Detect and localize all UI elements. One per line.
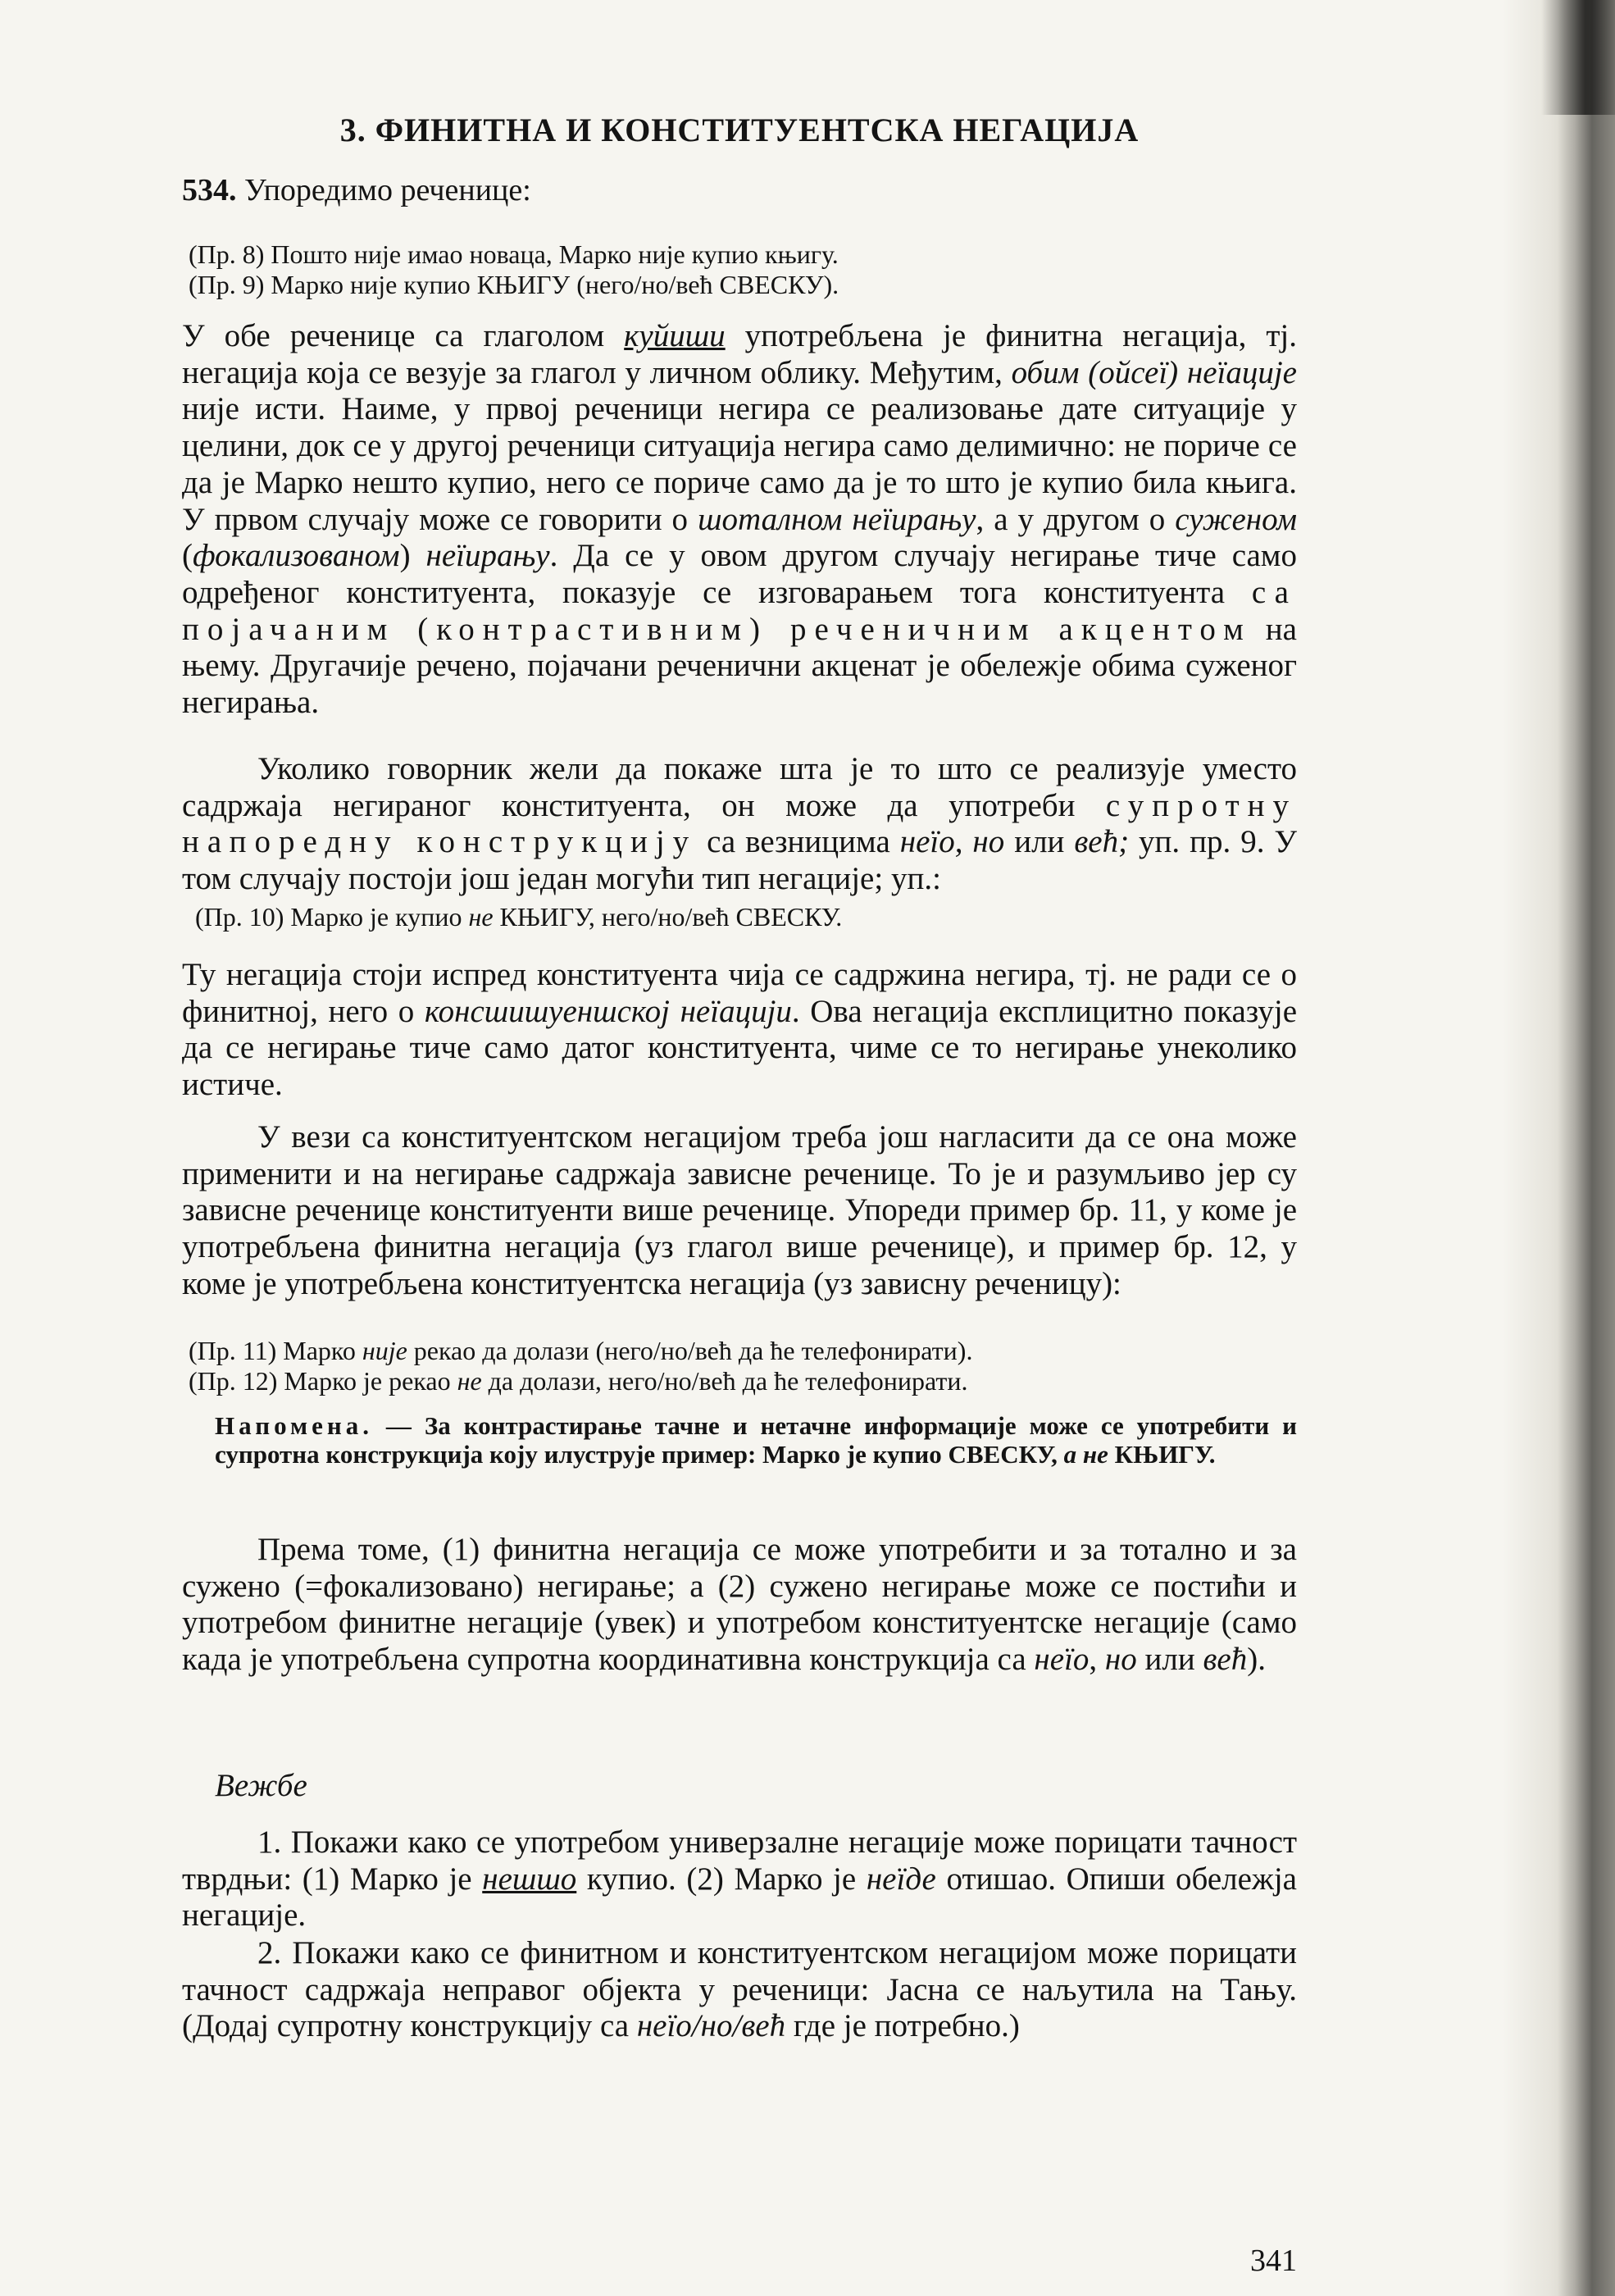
text: или xyxy=(1004,824,1075,860)
page-number: 341 xyxy=(1250,2244,1297,2278)
text: или xyxy=(1136,1642,1203,1678)
example-11 xyxy=(189,1336,1303,1366)
example-label: (Пр. 10) xyxy=(195,902,284,932)
example-label: (Пр. 9) xyxy=(189,270,265,299)
text: . Ова негација експлицитно показује да се негирање тиче само датог конституента, чиме се то негирање унеколико истиче. xyxy=(182,993,1298,1103)
paragraph-1 xyxy=(182,318,1297,722)
term-no: но xyxy=(1104,1642,1137,1678)
term-konstituentska-negacija: консшишуеншској неїацији xyxy=(424,993,792,1029)
text: Марко је купио xyxy=(290,902,469,932)
text: уп. пр. 9. У том случају постоји још један могући тип негације; уп.: xyxy=(182,824,1298,897)
text: на њему. Другачије речено, појачани реченични акценат је обележје обима суженог негирања. xyxy=(182,611,1297,721)
note-label: Напомена. xyxy=(215,1411,373,1440)
text: рекао да долази (него/но/већ да ће телефонирати). xyxy=(407,1336,973,1365)
note xyxy=(215,1411,1297,1469)
example-text: Пошто није имао новаца, Марко није купио књигу. xyxy=(271,239,839,269)
term-negde: неїде xyxy=(866,1861,936,1897)
text: купио. (2) Марко је xyxy=(576,1861,867,1897)
exercise-2 xyxy=(182,1935,1297,2045)
paragraph-3 xyxy=(182,957,1297,1104)
section-title: 3. ФИНИТНА И КОНСТИТУЕНТСКА НЕГАЦИЈА xyxy=(339,112,1140,148)
text: 2. Покажи како се финитном и конституентском негацијом може порицати тачност садржаја неправог објекта у реченици: Јасна се наљутила на Тању. (Додај супротну конструкцију са xyxy=(182,1935,1297,2044)
term-nego-no: неїо, но xyxy=(899,824,1005,860)
spaced-emphasis: са појачаним (контрастивним) реченичним акцентом xyxy=(182,574,1297,647)
text: ( xyxy=(182,538,193,574)
term-obim-negacije: обим (ойсеї) неїације xyxy=(1011,354,1297,390)
example-label: (Пр. 11) xyxy=(189,1336,277,1365)
text: , xyxy=(1089,1642,1105,1678)
text: — За контрастирање тачне и нетачне информације може се употребити и супротна конструкција коју илуструје пример: Марко је купио СВЕСКУ, xyxy=(215,1411,1297,1469)
text: са везницима xyxy=(697,824,900,860)
term-nego-no-vec: неїо/но/већ xyxy=(636,2008,786,2044)
text: КЊИГУ. xyxy=(1108,1440,1216,1469)
text: Према томе, (1) финитна негација се може употребити и за тотално и за сужено (=фокализовано) негирање; а (2) сужено негирање може се постићи и употребом финитне негације (увек) и употребом конституентске негације (само када је употребљена супротна координативна конструкција са xyxy=(182,1532,1297,1678)
term-negiranje: неїирању xyxy=(425,538,550,574)
paragraph-4: У вези са конституентском негацијом треба још нагласити да се она може применити и на негирање садржаја зависне реченице. То је и разумљиво јер су зависне реченице конституенти више реченице. Упореди пример бр. 11, у коме је употребљена финитна негација (уз глагол више реченице), и пример бр. 12, у коме је употребљена конституентска негација (уз зависну реченицу): xyxy=(182,1119,1297,1301)
term-kupiti: куйиши xyxy=(624,318,726,353)
example-9 xyxy=(189,270,1303,300)
text: није исти. Наиме, у првој реченици негира се реализовање дате ситуације у целини, док се у другој реченици ситуација негира само делимично: не пориче се да је Марко нешто купио, него се пориче само да је то што је купио била књига. У првом случају може се говорити о xyxy=(182,391,1297,537)
term-nesto: нешшо xyxy=(482,1861,577,1897)
term-totalno-negiranje: шоталном неїирању xyxy=(698,501,976,537)
term-vec: већ; xyxy=(1074,824,1130,860)
exercise-1 xyxy=(182,1824,1297,1934)
section-number: 534. xyxy=(182,173,237,207)
text: где је потребно.) xyxy=(785,2008,1020,2044)
paragraph-5 xyxy=(182,1532,1297,1679)
text: да долази, него/но/већ да ће телефонирати. xyxy=(481,1366,968,1396)
term-suzeno: суженом xyxy=(1175,501,1298,537)
text: отишао. Опиши обележја негације. xyxy=(182,1861,1297,1934)
term-nije: није xyxy=(362,1336,407,1365)
text: ). xyxy=(1247,1642,1266,1678)
paragraph-2 xyxy=(182,751,1297,898)
example-label: (Пр. 8) xyxy=(189,239,265,269)
text: Уколико говорник жели да покаже шта је то што се реализује уместо садржаја негираног конституента, он може да употреби xyxy=(182,751,1297,823)
section-lead xyxy=(182,171,1297,210)
text: ) xyxy=(399,538,426,574)
example-text: Марко није купио КЊИГУ (него/но/већ СВЕСКУ). xyxy=(271,270,839,299)
section-lead-text: Упоредимо реченице: xyxy=(244,173,531,207)
text: . Да се у овом другом случају негирање тиче само одређеног конституента, показује се изговарањем тога конституента xyxy=(182,538,1297,610)
example-8 xyxy=(189,239,1303,270)
page-binding-shadow xyxy=(1558,0,1615,2296)
text: употребљена је финитна негација, тј. негација која се везује за глагол у личном облику. Међутим, xyxy=(182,318,1297,390)
example-12 xyxy=(189,1366,1303,1396)
text: У обе реченице са глаголом xyxy=(182,318,625,353)
text: 1. Покажи како се употребом универзалне негације може порицати тачност тврдњи: (1) Марко је xyxy=(182,1824,1297,1897)
text: , а у другом о xyxy=(976,501,1176,537)
term-nego: неїо xyxy=(1034,1642,1090,1678)
text: Марко је рекао xyxy=(284,1366,457,1396)
example-10 xyxy=(195,902,1310,932)
examples-8-9 xyxy=(189,239,1303,300)
page-corner-shadow xyxy=(1541,0,1615,115)
spaced-emphasis: супротну напоредну конструкцију xyxy=(182,787,1297,860)
text: Ту негација стоји испред конституента чија се садржина негира, тј. не ради се о финитној, него о xyxy=(182,957,1297,1029)
term-fokalizovano: фокализованом xyxy=(193,538,400,574)
term-ne: не xyxy=(457,1366,482,1396)
term-a-ne: а не xyxy=(1063,1440,1108,1469)
example-label: (Пр. 12) xyxy=(189,1366,278,1396)
exercises-heading: Вежбе xyxy=(215,1768,307,1803)
examples-11-12 xyxy=(189,1336,1303,1396)
term-ne: не xyxy=(468,902,494,932)
text: КЊИГУ, него/но/већ СВЕСКУ. xyxy=(493,902,843,932)
text: Марко xyxy=(283,1336,362,1365)
term-vec: већ xyxy=(1203,1642,1248,1678)
